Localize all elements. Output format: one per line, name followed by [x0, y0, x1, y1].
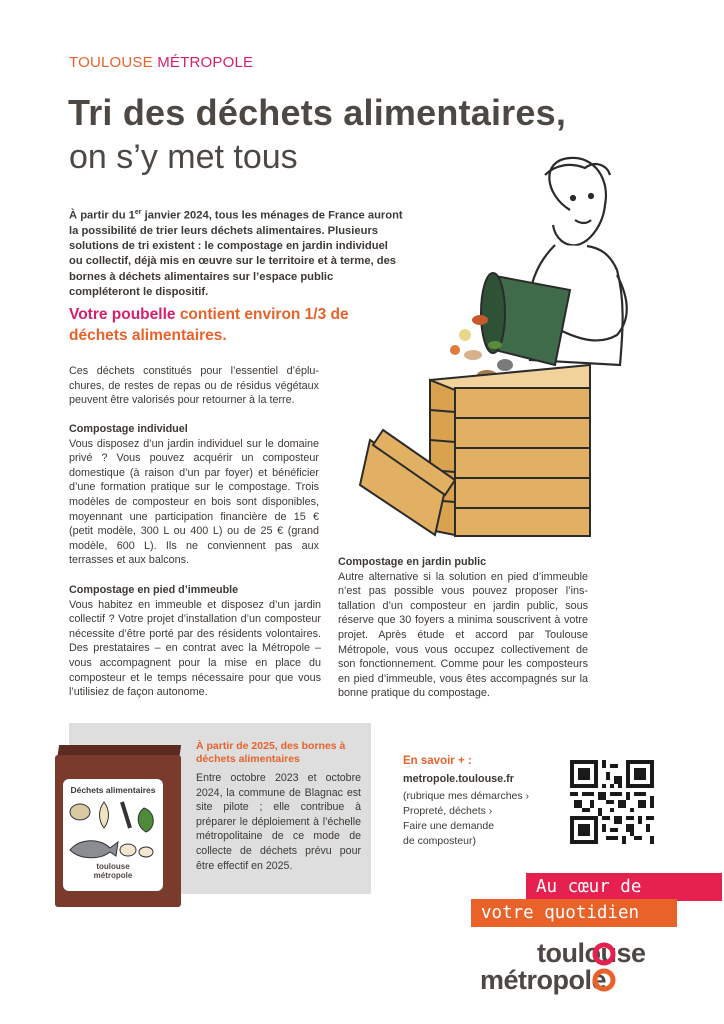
- section-text-individuel: Vous disposez d’un jardin individuel sur le domaine privé ? Vous pouvez acquérir un composteur domestique (à raison d’un par foyer) et bénéficier d’une formation pratique sur le compostage. Trois modèles de composteur en bois sont disponibles, moyennant une participation financière de 15 € (petit modèle, 300 L ou 400 L) ou de 25 € (grand modèle, 600 L). Ils ne conviennent pas aux terrasses et aux balcons.: [69, 437, 319, 567]
- composter-illustration: [355, 150, 645, 550]
- headline: [69, 304, 359, 346]
- paragraph-dechets: Ces déchets constitués pour l’essentiel d’épluchures, de restes de repas ou de résidus végétaux peuvent être valorisés pour retourner à la terre.: [69, 365, 319, 407]
- wooden-composter: [360, 365, 590, 536]
- bin-logo-line1: toulouse: [96, 862, 130, 871]
- onion-icon: [70, 804, 90, 820]
- section-title-immeuble: Compostage en pied d’immeuble: [69, 584, 239, 596]
- kicker-toulouse: TOULOUSE: [69, 54, 153, 71]
- bone-icon: [122, 802, 130, 828]
- section-title-individuel: Compostage individuel: [69, 423, 188, 435]
- intro-sup: er: [134, 209, 142, 216]
- slogan-line-2: votre quotidien: [471, 899, 677, 927]
- bornes-title: À partir de 2025, des bornes à déchets alimentaires: [196, 740, 346, 765]
- qr-code[interactable]: [570, 760, 654, 844]
- savoir-line-2: Propreté, déchets ›: [403, 805, 493, 817]
- salad-icon: [138, 808, 153, 832]
- savoir-line-3: Faire une demande: [403, 820, 495, 832]
- headline-part1: Votre poubelle: [69, 306, 180, 323]
- kicker-metropole: MÉTROPOLE: [157, 54, 254, 71]
- bin-logo-line2: métropole: [93, 871, 133, 880]
- section-compostage-jardin-public: [338, 555, 588, 701]
- food-icons: [66, 798, 160, 862]
- section-compostage-immeuble: [69, 583, 321, 700]
- page-title: Tri des déchets alimentaires,: [68, 92, 567, 133]
- eggshell-icon: [120, 844, 136, 856]
- page-subtitle: on s’y met tous: [69, 138, 298, 176]
- slogan-line-1: Au cœur de: [526, 873, 722, 901]
- en-savoir-title: En savoir + :: [403, 755, 472, 767]
- eggshell-icon-2: [139, 847, 153, 857]
- logo-o-icon: [592, 942, 616, 994]
- intro-text: janvier 2024, tous les ménages de France auront la possibilité de trier leurs déchets alimentaires. Plusieurs solutions de tri existent : le compostage en jardin individuel ou collectif, déjà mis en œuvre sur le territoire et à terme, des bornes à déchets alimentaires sur l’espace public compléteront le dispositif.: [69, 209, 403, 298]
- headline-part2: contient environ 1/3 de déchets alimentaires.: [69, 306, 349, 344]
- section-text-jardin-public: Autre alternative si la solution en pied d’immeuble n’est pas possible vous pouvez proposer l’installation d’un composteur en jardin public, sous réserve que 30 foyers a minima souscrivent à votre projet. Après étude et accord par Toulouse Métropole, vous vous occupez collectivement de son fonctionnement. Comme pour les composteurs en pied d’immeuble, vous êtes accompagnés sur la bonne pratique du compostage.: [338, 570, 588, 700]
- section-text-immeuble: Vous habitez en immeuble et disposez d’un jardin collectif ? Votre projet d’installation d’un composteur nécessite d’être porté par des résidents volontaires. Des prestataires – en contrat avec la Métropole – vous accompagnent pour la mise en place du composteur et le temps nécessaire pour que vous l’utilisiez de façon autonome.: [69, 598, 321, 699]
- section-compostage-individuel: [69, 422, 319, 568]
- apple-core-icon: [100, 802, 109, 828]
- fish-icon: [70, 841, 118, 858]
- logo-metropole: métropole: [480, 965, 607, 995]
- bornes-text: Entre octobre 2023 et octobre 2024, la commune de Blagnac est site pilote ; elle contribue à préparer le déploiement à l’échelle métropolitaine de ce mode de collecte de déchets prévu pour être effectif en 2025.: [196, 772, 361, 872]
- bin-logo: [63, 862, 163, 880]
- website-link[interactable]: metropole.toulouse.fr: [403, 773, 514, 785]
- intro-prefix: À partir du 1: [69, 209, 135, 222]
- intro-paragraph: [69, 205, 404, 300]
- savoir-line-1: (rubrique mes démarches ›: [403, 790, 530, 802]
- logo-toulouse: toulouse: [537, 938, 646, 968]
- savoir-line-4: de composteur): [403, 835, 476, 847]
- green-bin-illustration: [481, 273, 570, 365]
- section-title-jardin-public: Compostage en jardin public: [338, 556, 487, 568]
- kicker: [69, 54, 253, 71]
- bin-label-title: Déchets alimentaires: [70, 785, 156, 795]
